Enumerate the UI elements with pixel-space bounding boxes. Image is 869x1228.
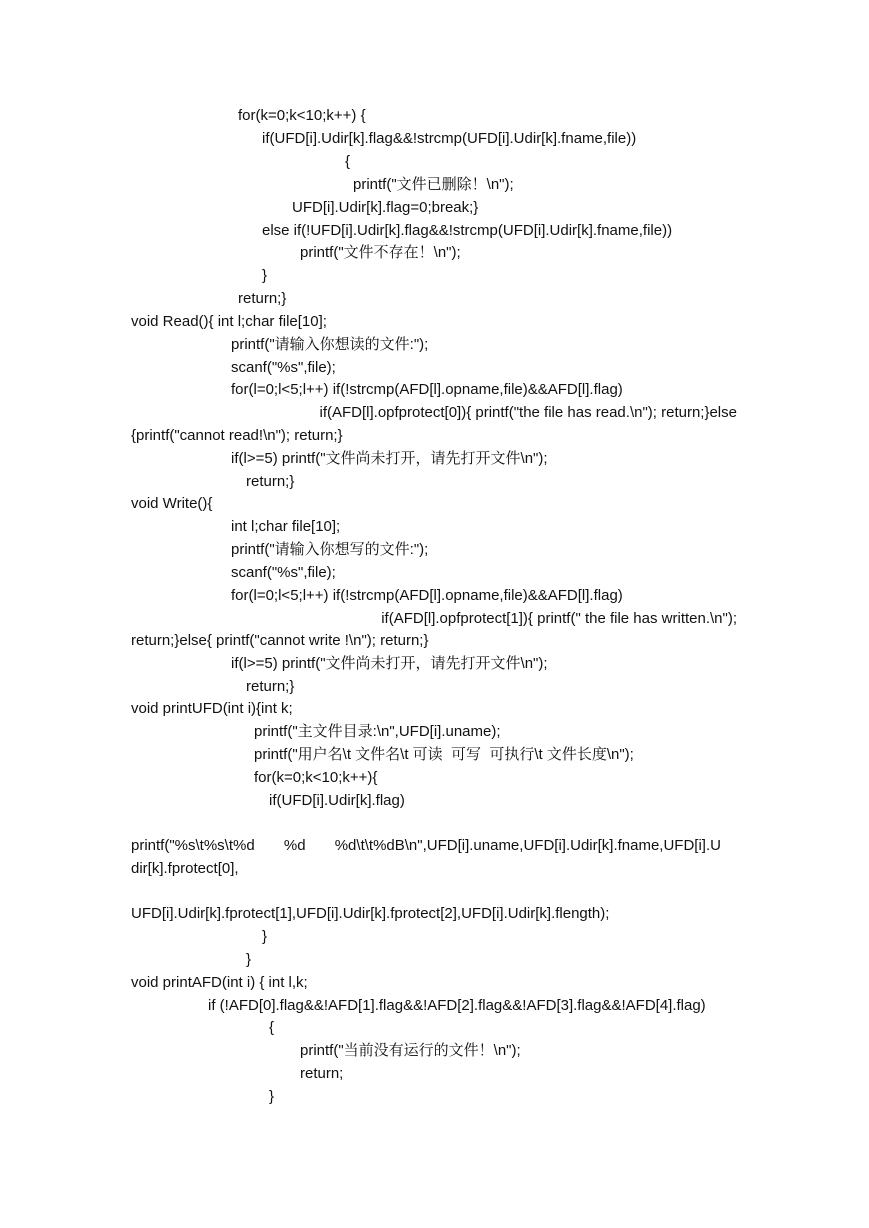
code-line: for(k=0;k<10;k++) {: [238, 107, 366, 124]
code-line: return;}: [246, 678, 295, 695]
code-line: for(l=0;l<5;l++) if(!strcmp(AFD[l].opname,file)&&AFD[l].flag): [231, 381, 623, 398]
code-line: {printf("cannot read!\n"); return;}: [131, 427, 343, 444]
code-line: scanf("%s",file);: [231, 359, 336, 376]
code-line: for(l=0;l<5;l++) if(!strcmp(AFD[l].opname,file)&&AFD[l].flag): [231, 587, 623, 604]
code-line: printf("主文件目录:\n",UFD[i].uname);: [254, 723, 501, 740]
code-line: }: [246, 951, 252, 968]
code-line: printf("请输入你想写的文件:");: [231, 541, 429, 558]
code-line: printf("文件不存在！\n");: [300, 244, 461, 261]
code-line: printf("当前没有运行的文件！\n");: [300, 1042, 521, 1059]
code-line: void printUFD(int i){int k;: [131, 700, 293, 717]
code-line: for(k=0;k<10;k++){: [254, 769, 378, 786]
code-line: {: [269, 1019, 275, 1036]
code-line: void printAFD(int i) { int l,k;: [131, 974, 308, 991]
code-line: return;: [300, 1065, 344, 1082]
code-line: return;}: [246, 473, 295, 490]
code-line: if (!AFD[0].flag&&!AFD[1].flag&&!AFD[2].flag&&!AFD[3].flag&&!AFD[4].flag): [208, 997, 706, 1014]
code-line: dir[k].fprotect[0],: [131, 860, 239, 877]
code-line: }: [262, 928, 268, 945]
code-line: int l;char file[10];: [231, 518, 341, 535]
code-line: UFD[i].Udir[k].flag=0;break;}: [292, 199, 479, 216]
code-line: printf("用户名\t 文件名\t 可读 可写 可执行\t 文件长度\n");: [254, 746, 634, 763]
code-line: return;}else{ printf("cannot write !\n"); return;}: [131, 632, 429, 649]
code-line: UFD[i].Udir[k].fprotect[1],UFD[i].Udir[k].fprotect[2],UFD[i].Udir[k].flength);: [131, 905, 610, 922]
code-line: printf("文件已删除！\n");: [353, 176, 514, 193]
code-line: printf("请输入你想读的文件:");: [231, 336, 429, 353]
code-line: scanf("%s",file);: [231, 564, 336, 581]
code-line: return;}: [238, 290, 287, 307]
code-line: if(l>=5) printf("文件尚未打开，请先打开文件\n");: [231, 450, 548, 467]
code-line: void Read(){ int l;char file[10];: [131, 313, 327, 330]
code-line: if(UFD[i].Udir[k].flag): [269, 792, 405, 809]
code-line: if(UFD[i].Udir[k].flag&&!strcmp(UFD[i].Udir[k].fname,file)): [262, 130, 637, 147]
code-line: else if(!UFD[i].Udir[k].flag&&!strcmp(UFD[i].Udir[k].fname,file)): [262, 222, 673, 239]
code-line: if(l>=5) printf("文件尚未打开，请先打开文件\n");: [231, 655, 548, 672]
code-line: }: [262, 267, 268, 284]
code-line: if(AFD[l].opfprotect[1]){ printf(" the file has written.\n");: [381, 610, 737, 627]
code-line: if(AFD[l].opfprotect[0]){ printf("the file has read.\n"); return;}else: [319, 404, 737, 421]
code-line: void Write(){: [131, 495, 213, 512]
code-line: {: [345, 153, 351, 170]
code-line: printf("%s\t%s\t%d %d %d\t\t%dB\n",UFD[i].uname,UFD[i].Udir[k].fname,UFD[i].U: [131, 837, 721, 854]
code-line: }: [269, 1088, 275, 1105]
